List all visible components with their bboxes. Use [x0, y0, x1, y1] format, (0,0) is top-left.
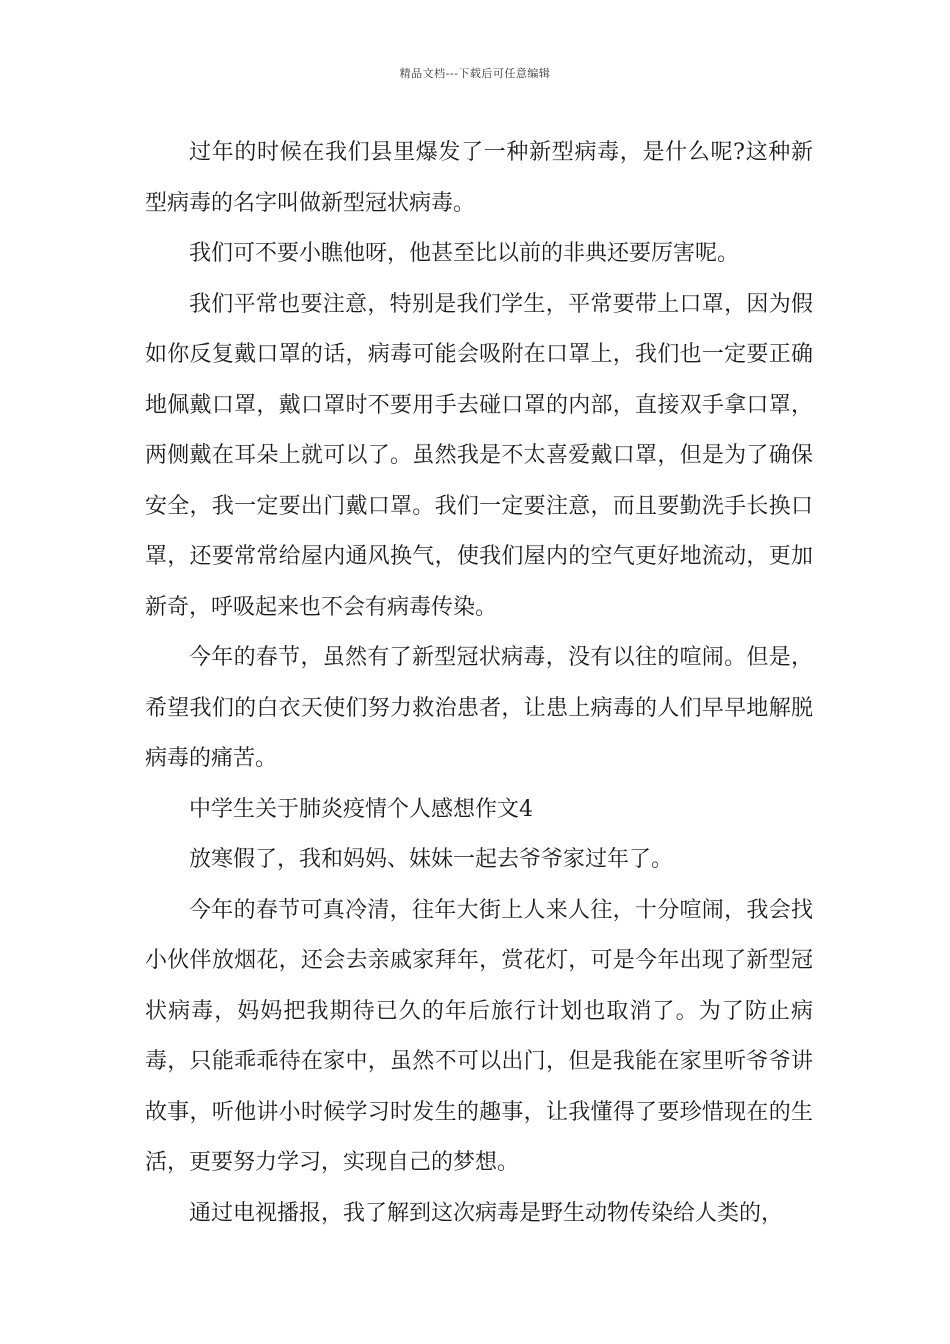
paragraph: 今年的春节可真冷清，往年大街上人来人往，十分喧闹，我会找小伙伴放烟花，还会去亲戚家拜年，赏花灯，可是今年出现了新型冠状病毒，妈妈把我期待已久的年后旅行计划也取消了。为了防止病毒，只能乖乖待在家中，虽然不可以出门，但是我能在家里听爷爷讲故事，听他讲小时候学习时发生的趣事，让我懂得了要珍惜现在的生活，更要努力学习，实现自己的梦想。 [145, 897, 813, 1175]
paragraph: 通过电视播报，我了解到这次病毒是野生动物传染给人类的， [189, 1200, 784, 1226]
paragraph: 今年的春节，虽然有了新型冠状病毒，没有以往的喧闹。但是，希望我们的白衣天使们努力救治患者，让患上病毒的人们早早地解脱病毒的痛苦。 [145, 645, 813, 771]
document-body [145, 128, 813, 1239]
paragraph: 放寒假了，我和妈妈、妹妹一起去爷爷家过年了。 [189, 847, 674, 872]
paragraph: 我们可不要小瞧他呀，他甚至比以前的非典还要厉害呢。 [189, 241, 740, 266]
page-header: 精品文档---下载后可任意编辑 [399, 67, 551, 80]
paragraph: 我们平常也要注意，特别是我们学生，平常要带上口罩，因为假如你反复戴口罩的话，病毒可能会吸附在口罩上，我们也一定要正确地佩戴口罩，戴口罩时不要用手去碰口罩的内部，直接双手拿口罩，两侧戴在耳朵上就可以了。虽然我是不太喜爱戴口罩，但是为了确保安全，我一定要出门戴口罩。我们一定要注意，而且要勤洗手长换口罩，还要常常给屋内通风换气，使我们屋内的空气更好地流动，更加新奇，呼吸起来也不会有病毒传染。 [145, 291, 813, 620]
section-heading: 中学生关于肺炎疫情个人感想作文4 [189, 796, 533, 822]
paragraph: 过年的时候在我们县里爆发了一种新型病毒，是什么呢?这种新型病毒的名字叫做新型冠状病毒。 [145, 140, 813, 216]
